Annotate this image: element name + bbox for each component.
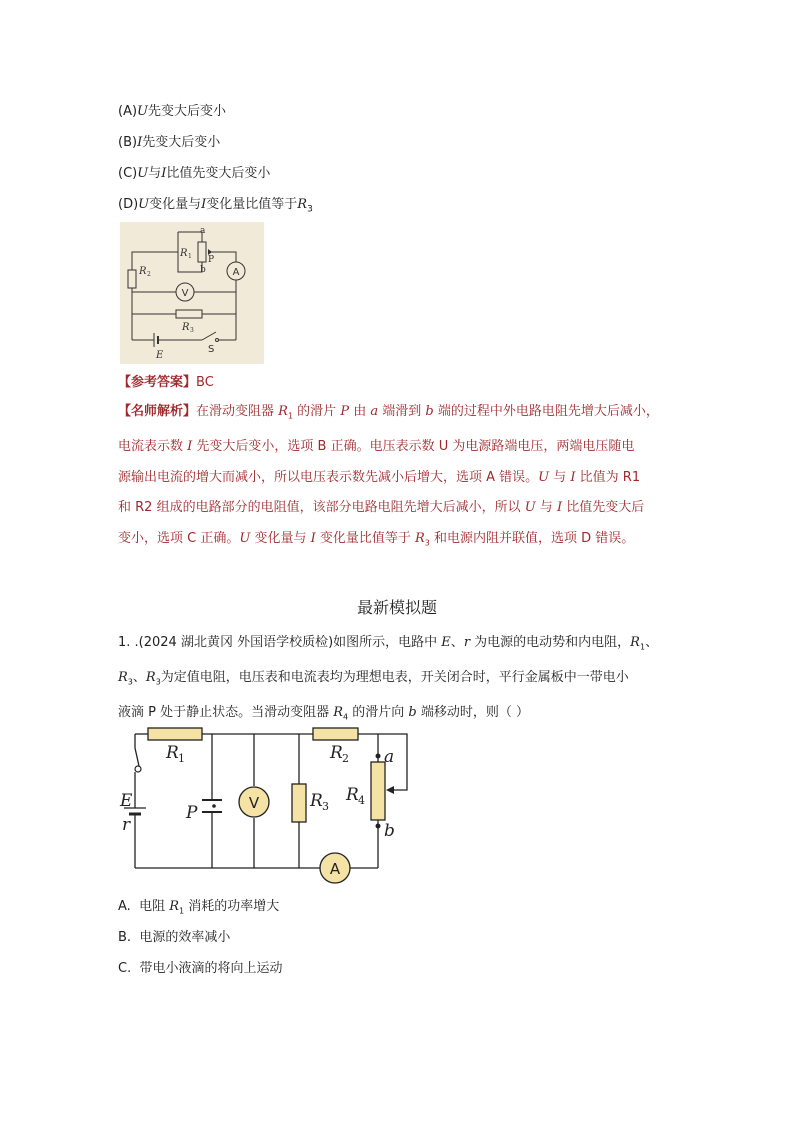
option-b: (B)I先变大后变小 [118, 135, 221, 150]
svg-text:4: 4 [358, 794, 365, 807]
option-a: (A)U先变大后变小 [118, 104, 227, 119]
circuit-diagram-1 [120, 222, 264, 364]
ammeter-label-2: A [329, 860, 341, 878]
terminal-b-label: b [200, 265, 206, 275]
r2-label: R [139, 266, 147, 277]
r3-label-2: R [310, 791, 323, 811]
voltmeter-label-2: V [248, 794, 260, 812]
droplet-p-label: P [186, 803, 198, 823]
terminal-a-label: a [200, 226, 206, 236]
r4-label-2: R [346, 785, 359, 805]
internal-r-label: r [122, 815, 131, 835]
r1-label-2: R [166, 743, 179, 763]
question-line-2: $R_3$、$R_3$为定值电阻，电压表和电流表均为理想电表，开关闭合时，平行金属板中一带电小 [118, 670, 629, 687]
circuit-diagram-2 [118, 720, 418, 890]
analysis-line-3: 源输出电流的增大而减小，所以电压表示数先减小后增大，选项 A 错误。U 与 I 比值为 R1 [118, 469, 641, 485]
slider-p-label: P [208, 255, 215, 265]
svg-text:2: 2 [147, 271, 151, 278]
svg-text:1: 1 [188, 253, 192, 260]
resistor-r2 [313, 728, 358, 740]
choice-c: C. 带电小液滴的将向上运动 [118, 961, 283, 976]
terminal-a-label-2: a [384, 747, 395, 767]
svg-text:3: 3 [322, 800, 329, 813]
ammeter-label: A [232, 267, 240, 278]
switch-label: S [208, 344, 215, 355]
analysis-line-1: 【名师解析】在滑动变阻器 $R_1$ 的滑片 P 由 a 端滑到 b 端的过程中外电路电阻先增大后减小， [118, 404, 659, 421]
analysis-line-4: 和 R2 组成的电路部分的电阻值，该部分电路电阻先增大后减小，所以 U 与 I 比值先变大后 [118, 500, 645, 516]
emf-label-2: E [120, 791, 133, 811]
question-line-1: 1. .(2024 湖北黄冈 外国语学校质检)如图所示，电路中 E、r 为电源的电动势和内电阻，$R_1$、 [118, 635, 659, 652]
choice-a: A. 电阻 $R_1$ 消耗的功率增大 [118, 899, 280, 916]
resistor-r1 [148, 728, 202, 740]
r3-label: R [182, 322, 190, 333]
svg-text:1: 1 [178, 752, 185, 765]
reference-answer: 【参考答案】BC [118, 375, 214, 390]
emf-label: E [156, 350, 164, 361]
question-line-3: 液滴 P 处于静止状态。当滑动变阻器 $R_4$ 的滑片向 b 端移动时，则（ ） [118, 705, 529, 722]
question-block [118, 628, 678, 733]
analysis-line-2: 电流表示数 I 先变大后变小，选项 B 正确。电压表示数 U 为电源路端电压，两端电压随电 [118, 439, 635, 455]
option-c: (C)U与I比值先变大后变小 [118, 166, 271, 181]
voltmeter-label: V [181, 288, 189, 299]
svg-text:3: 3 [190, 327, 194, 334]
choice-b: B. 电源的效率减小 [118, 930, 231, 945]
r2-label-2: R [330, 743, 343, 763]
rheostat-r4 [371, 762, 385, 820]
r1-label: R [180, 248, 188, 259]
option-d: (D)U变化量与I变化量比值等于$R_3$ [118, 197, 313, 215]
resistor-r3 [292, 784, 306, 822]
section-title: 最新模拟题 [356, 598, 437, 617]
analysis-block [118, 397, 678, 559]
analysis-line-5: 变小，选项 C 正确。U 变化量与 I 变化量比值等于 $R_3$ 和电源内阻并联值，选项 D 错误。 [118, 530, 635, 548]
svg-text:2: 2 [342, 752, 349, 765]
terminal-b-label-2: b [384, 821, 395, 841]
